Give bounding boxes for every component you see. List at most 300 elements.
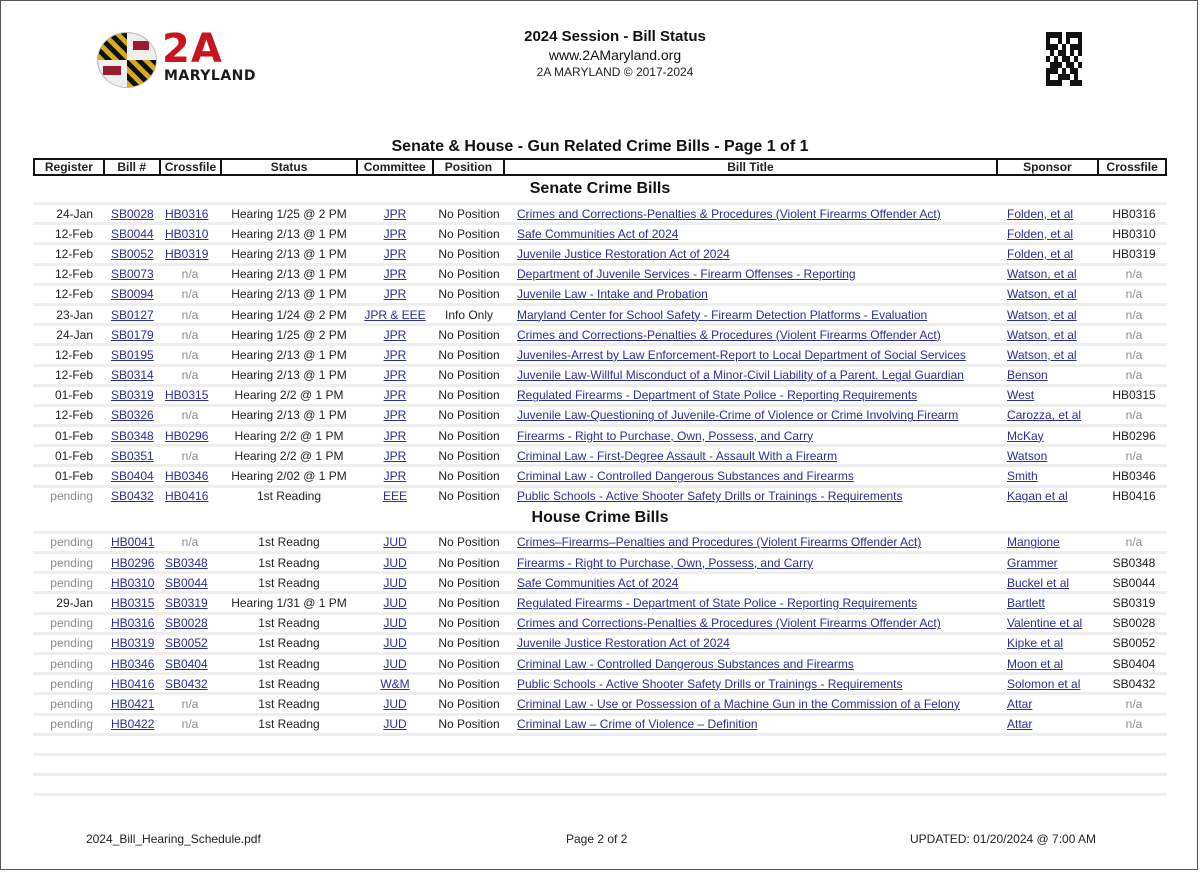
position-value: No Position (438, 636, 500, 651)
committee-cell (357, 535, 433, 549)
committee-link[interactable]: JUD (383, 535, 407, 550)
position-value: No Position (438, 489, 500, 504)
crossfile-link[interactable]: SB0052 (165, 636, 208, 651)
bill-status: Hearing 2/13 @ 1 PM (231, 267, 347, 282)
sponsor-cell (999, 247, 1101, 261)
bill-title-cell (505, 267, 999, 281)
crossfile-link[interactable]: SB0404 (165, 656, 208, 671)
bill-title-link[interactable]: Maryland Center for School Safety - Firearm Detection Platforms - Evaluation (517, 307, 928, 322)
committee-link[interactable]: JUD (383, 575, 407, 590)
crossfile-link[interactable]: SB0044 (165, 575, 208, 590)
committee-cell (357, 576, 433, 590)
committee-cell (357, 368, 433, 382)
position-value: No Position (438, 347, 500, 362)
bill-number-link[interactable]: SB0404 (111, 469, 154, 484)
position-value: No Position (438, 575, 500, 590)
crossfile-2-value: n/a (1125, 307, 1143, 322)
committee-link[interactable]: JUD (383, 616, 407, 631)
sponsor-link[interactable]: Folden, et al (1007, 246, 1074, 261)
bill-title-cell (505, 657, 999, 671)
bill-status: Hearing 2/2 @ 1 PM (234, 388, 344, 403)
register-date: pending (50, 717, 93, 732)
sponsor-cell (999, 556, 1101, 570)
bill-title-link[interactable]: Juveniles-Arrest by Law Enforcement-Report to Local Department of Social Services (517, 347, 966, 362)
bill-number-link[interactable]: SB0319 (111, 388, 154, 403)
bill-title-link[interactable]: Crimes–Firearms–Penalties and Procedures (Violent Firearms Offender Act) (517, 535, 922, 550)
crossfile-2-value: HB0346 (1112, 469, 1156, 484)
crossfile-cell (159, 556, 221, 570)
committee-cell (357, 489, 433, 503)
bill-title-link[interactable]: Safe Communities Act of 2024 (517, 226, 679, 241)
bill-title-link[interactable]: Crimes and Corrections-Penalties & Procedures (Violent Firearms Offender Act) (517, 327, 941, 342)
bill-title-link[interactable]: Crimes and Corrections-Penalties & Procedures (Violent Firearms Offender Act) (517, 206, 941, 221)
crossfile-link[interactable]: SB0432 (165, 676, 208, 691)
bill-status: Hearing 1/24 @ 2 PM (231, 307, 347, 322)
bill-title-link[interactable]: Criminal Law - Controlled Dangerous Substances and Firearms (517, 469, 854, 484)
table-row (33, 364, 1167, 384)
crossfile-2-value: HB0316 (1112, 206, 1156, 221)
position-value: No Position (438, 226, 500, 241)
sponsor-link[interactable]: Folden, et al (1007, 226, 1074, 241)
committee-link[interactable]: JUD (383, 696, 407, 711)
column-header-position: Position (434, 160, 506, 174)
bill-number-cell (103, 388, 159, 402)
committee-cell (357, 348, 433, 362)
bill-title-link[interactable]: Safe Communities Act of 2024 (517, 575, 679, 590)
bill-number-link[interactable]: HB0310 (111, 575, 155, 590)
table-row (33, 424, 1167, 444)
register-date: 29-Jan (56, 595, 93, 610)
committee-cell (357, 308, 433, 322)
register-date: 01-Feb (54, 388, 93, 403)
crossfile-value: n/a (181, 347, 199, 362)
bill-title-cell (505, 328, 999, 342)
sponsor-link[interactable]: Benson (1007, 368, 1048, 383)
footer-page-number: Page 2 of 2 (566, 832, 628, 846)
committee-cell (357, 227, 433, 241)
table-row (33, 444, 1167, 464)
bill-title-link[interactable]: Juvenile Justice Restoration Act of 2024 (517, 246, 730, 261)
qr-code-icon (1046, 32, 1084, 88)
bill-status: Hearing 1/31 @ 1 PM (231, 595, 347, 610)
bill-status: 1st Readng (258, 696, 320, 711)
committee-link[interactable]: JPR (383, 469, 407, 484)
position-value: No Position (438, 535, 500, 550)
bill-title-link[interactable]: Department of Juvenile Services - Firearm Offenses - Reporting (517, 267, 856, 282)
committee-link[interactable]: EEE (382, 489, 407, 504)
bill-status: Hearing 1/25 @ 2 PM (231, 206, 347, 221)
register-date: 01-Feb (54, 428, 93, 443)
crossfile-link[interactable]: HB0310 (165, 226, 209, 241)
bill-title-cell (505, 535, 999, 549)
bill-title-link[interactable]: Criminal Law – Crime of Violence – Definition (517, 717, 758, 732)
bill-number-link[interactable]: SB0326 (111, 408, 154, 423)
crossfile-link[interactable]: SB0028 (165, 616, 208, 631)
logo-text-maryland: MARYLAND (164, 68, 257, 84)
committee-cell (357, 408, 433, 422)
sponsor-link[interactable]: Watson, et al (1007, 287, 1077, 302)
committee-cell (357, 247, 433, 261)
bill-title-link[interactable]: Juvenile Law-Willful Misconduct of a Minor-Civil Liability of a Parent, Legal Guardian (517, 368, 964, 383)
empty-table-row (33, 733, 1167, 753)
bill-status: 1st Readng (258, 616, 320, 631)
table-row (33, 551, 1167, 571)
crossfile-cell (159, 576, 221, 590)
crossfile-2-value: SB0028 (1112, 616, 1156, 631)
bill-title-cell (505, 348, 999, 362)
register-date: 12-Feb (54, 368, 93, 383)
bill-number-link[interactable]: HB0416 (111, 676, 155, 691)
crossfile-cell (159, 636, 221, 650)
sponsor-cell (999, 596, 1101, 610)
position-value: No Position (438, 676, 500, 691)
crossfile-2-value: n/a (1125, 717, 1143, 732)
bill-title-cell (505, 287, 999, 301)
bill-number-link[interactable]: SB0348 (111, 428, 154, 443)
table-body (33, 176, 1167, 813)
sponsor-link[interactable]: Watson, et al (1007, 307, 1077, 322)
crossfile-2-value: HB0315 (1112, 388, 1156, 403)
bill-title-cell (505, 227, 999, 241)
bill-number-cell (103, 348, 159, 362)
committee-link[interactable]: JPR (383, 448, 407, 463)
bill-number-link[interactable]: SB0052 (111, 246, 154, 261)
committee-cell (357, 328, 433, 342)
sponsor-cell (999, 535, 1101, 549)
bill-title-link[interactable]: Regulated Firearms - Department of State Police - Reporting Requirements (517, 595, 918, 610)
sponsor-link[interactable]: Kipke et al (1007, 636, 1064, 651)
crossfile-cell (159, 247, 221, 261)
column-header-crossfile-2: Crossfile (1106, 160, 1158, 174)
bill-number-link[interactable]: HB0422 (111, 717, 155, 732)
committee-link[interactable]: JPR (383, 327, 407, 342)
register-date: 23-Jan (56, 307, 93, 322)
sponsor-cell (999, 308, 1101, 322)
crossfile-cell (159, 388, 221, 402)
bill-number-cell (103, 328, 159, 342)
committee-link[interactable]: JPR (383, 246, 407, 261)
bill-number-cell (103, 697, 159, 711)
crossfile-cell (159, 429, 221, 443)
committee-link[interactable]: JPR (383, 347, 407, 362)
position-value: No Position (438, 595, 500, 610)
bill-number-link[interactable]: HB0421 (111, 696, 155, 711)
bill-title-cell (505, 596, 999, 610)
crossfile-2-value: HB0296 (1112, 428, 1156, 443)
crossfile-2-value: SB0348 (1112, 555, 1156, 570)
committee-link[interactable]: JPR (383, 206, 407, 221)
register-date: 12-Feb (54, 347, 93, 362)
crossfile-value: n/a (181, 535, 199, 550)
crossfile-cell (159, 616, 221, 630)
committee-link[interactable]: JPR (383, 368, 407, 383)
bill-number-link[interactable]: SB0432 (111, 489, 154, 504)
crossfile-value: n/a (181, 696, 199, 711)
register-date: pending (50, 489, 93, 504)
bill-title-cell (505, 449, 999, 463)
sponsor-link[interactable]: Watson, et al (1007, 267, 1077, 282)
position-value: No Position (438, 388, 500, 403)
bill-number-cell (103, 677, 159, 691)
table-row (33, 222, 1167, 242)
bill-title-link[interactable]: Firearms - Right to Purchase, Own, Possess, and Carry (517, 555, 814, 570)
bill-number-link[interactable]: HB0315 (111, 595, 155, 610)
table-row (33, 485, 1167, 505)
table-row (33, 283, 1167, 303)
sponsor-link[interactable]: Moon et al (1007, 656, 1064, 671)
sponsor-link[interactable]: Attar (1007, 696, 1033, 711)
bill-status: 1st Readng (258, 555, 320, 570)
table-row (33, 384, 1167, 404)
sponsor-link[interactable]: Solomon et al (1007, 676, 1081, 691)
position-value: No Position (438, 696, 500, 711)
committee-cell (357, 677, 433, 691)
bill-title-link[interactable]: Juvenile Justice Restoration Act of 2024 (517, 636, 730, 651)
sponsor-cell (999, 328, 1101, 342)
sponsor-link[interactable]: West (1007, 388, 1035, 403)
position-value: No Position (438, 246, 500, 261)
committee-cell (357, 469, 433, 483)
footer-updated-timestamp: UPDATED: 01/20/2024 @ 7:00 AM (910, 832, 1097, 846)
sponsor-link[interactable]: Bartlett (1007, 595, 1046, 610)
bill-title-cell (505, 677, 999, 691)
bill-number-cell (103, 449, 159, 463)
bill-number-link[interactable]: SB0351 (111, 448, 154, 463)
table-row (33, 612, 1167, 632)
bill-number-link[interactable]: HB0316 (111, 616, 155, 631)
sponsor-link[interactable]: Watson (1007, 448, 1048, 463)
sponsor-link[interactable]: Folden, et al (1007, 206, 1074, 221)
crossfile-2-value: n/a (1125, 696, 1143, 711)
register-date: 01-Feb (54, 448, 93, 463)
crossfile-2-value: n/a (1125, 368, 1143, 383)
position-value: No Position (438, 717, 500, 732)
committee-link[interactable]: JPR (383, 226, 407, 241)
committee-cell (357, 267, 433, 281)
sponsor-cell (999, 267, 1101, 281)
bill-number-cell (103, 616, 159, 630)
bill-number-link[interactable]: HB0296 (111, 555, 155, 570)
bill-number-link[interactable]: SB0195 (111, 347, 154, 362)
sponsor-cell (999, 287, 1101, 301)
bill-title-cell (505, 308, 999, 322)
bill-title-link[interactable]: Regulated Firearms - Department of State Police - Reporting Requirements (517, 388, 918, 403)
crossfile-link[interactable]: HB0315 (165, 388, 209, 403)
committee-link[interactable]: JPR (383, 388, 407, 403)
position-value: No Position (438, 555, 500, 570)
bill-status: Hearing 2/13 @ 1 PM (231, 408, 347, 423)
crossfile-2-value: n/a (1125, 448, 1143, 463)
crossfile-link[interactable]: HB0416 (165, 489, 209, 504)
bill-number-link[interactable]: SB0073 (111, 267, 154, 282)
sponsor-cell (999, 636, 1101, 650)
bill-title-link[interactable]: Criminal Law - Use or Possession of a Machine Gun in the Commission of a Felony (517, 696, 960, 711)
bill-title-link[interactable]: Juvenile Law-Questioning of Juvenile-Crime of Violence or Crime Involving Firearm (517, 408, 959, 423)
crossfile-link[interactable]: HB0346 (165, 469, 209, 484)
crossfile-value: n/a (181, 327, 199, 342)
committee-link[interactable]: JUD (383, 555, 407, 570)
2a-maryland-logo (96, 26, 266, 88)
bill-number-cell (103, 368, 159, 382)
table-row (33, 202, 1167, 222)
bill-title-cell (505, 697, 999, 711)
crossfile-link[interactable]: HB0296 (165, 428, 209, 443)
bill-number-cell (103, 489, 159, 503)
maryland-flag-seal-icon (98, 33, 156, 87)
bill-status: 1st Readng (258, 676, 320, 691)
crossfile-2-value: HB0319 (1112, 246, 1156, 261)
bill-title-link[interactable]: Juvenile Law - Intake and Probation (517, 287, 708, 302)
report-title: Senate & House - Gun Related Crime Bills - Page 1 of 1 (391, 138, 809, 155)
crossfile-2-value: n/a (1125, 327, 1143, 342)
position-value: No Position (438, 206, 500, 221)
crossfile-2-value: SB0432 (1112, 676, 1156, 691)
register-date: 24-Jan (56, 206, 93, 221)
committee-cell (357, 287, 433, 301)
column-header-status: Status (222, 160, 358, 174)
position-value: No Position (438, 287, 500, 302)
bill-number-link[interactable]: HB0041 (111, 535, 155, 550)
crossfile-2-value: HB0416 (1112, 489, 1156, 504)
committee-link[interactable]: JPR (383, 267, 407, 282)
bills-table (33, 158, 1167, 813)
bill-number-cell (103, 429, 159, 443)
sponsor-link[interactable]: Kagan et al (1007, 489, 1068, 504)
crossfile-2-value: SB0052 (1112, 636, 1156, 651)
table-row (33, 632, 1167, 652)
sponsor-cell (999, 657, 1101, 671)
bill-status: Hearing 2/13 @ 1 PM (231, 246, 347, 261)
bill-number-link[interactable]: SB0044 (111, 226, 154, 241)
committee-link[interactable]: JUD (383, 636, 407, 651)
position-value: No Position (438, 368, 500, 383)
bill-number-link[interactable]: SB0094 (111, 287, 154, 302)
table-row (33, 303, 1167, 323)
bill-number-cell (103, 657, 159, 671)
table-row (33, 263, 1167, 283)
sponsor-link[interactable]: Valentine et al (1007, 616, 1083, 631)
sponsor-link[interactable]: Attar (1007, 717, 1033, 732)
bill-title-link[interactable]: Public Schools - Active Shooter Safety Drills or Trainings - Requirements (517, 676, 903, 691)
bill-status: 1st Reading (256, 489, 322, 504)
bill-title-cell (505, 408, 999, 422)
bill-title-link[interactable]: Criminal Law - First-Degree Assault - Assault With a Firearm (517, 448, 838, 463)
register-date: 12-Feb (54, 287, 93, 302)
sponsor-link[interactable]: Carozza, et al (1007, 408, 1082, 423)
bill-status: Hearing 2/13 @ 1 PM (231, 347, 347, 362)
bill-status: Hearing 2/13 @ 1 PM (231, 368, 347, 383)
bill-number-cell (103, 535, 159, 549)
position-value: No Position (438, 469, 500, 484)
committee-link[interactable]: JPR (383, 287, 407, 302)
table-row (33, 652, 1167, 672)
crossfile-value: n/a (181, 307, 199, 322)
bill-number-cell (103, 267, 159, 281)
bill-status: Hearing 2/02 @ 1 PM (231, 469, 347, 484)
register-date: 12-Feb (54, 408, 93, 423)
committee-cell (357, 556, 433, 570)
sponsor-cell (999, 368, 1101, 382)
bill-number-link[interactable]: SB0179 (111, 327, 154, 342)
committee-link[interactable]: JPR & EEE (364, 307, 426, 322)
sponsor-link[interactable]: Grammer (1007, 555, 1058, 570)
sponsor-cell (999, 408, 1101, 422)
bill-number-link[interactable]: SB0028 (111, 206, 154, 221)
bill-title-link[interactable]: Firearms - Right to Purchase, Own, Possess, and Carry (517, 428, 814, 443)
bill-number-link[interactable]: HB0346 (111, 656, 155, 671)
committee-cell (357, 717, 433, 731)
section-title: Senate Crime Bills (529, 180, 671, 197)
crossfile-link[interactable]: HB0316 (165, 206, 209, 221)
crossfile-link[interactable]: SB0319 (165, 595, 208, 610)
bill-number-link[interactable]: SB0314 (111, 368, 154, 383)
sponsor-link[interactable]: Mangione (1007, 535, 1060, 550)
committee-link[interactable]: W&M (380, 676, 410, 691)
register-date: 12-Feb (54, 226, 93, 241)
bill-number-cell (103, 556, 159, 570)
crossfile-value: n/a (181, 408, 199, 423)
committee-link[interactable]: JUD (383, 595, 407, 610)
table-row (33, 571, 1167, 591)
bill-number-link[interactable]: SB0127 (111, 307, 154, 322)
bill-number-cell (103, 576, 159, 590)
crossfile-link[interactable]: SB0348 (165, 555, 208, 570)
column-header-crossfile: Crossfile (161, 160, 223, 174)
bill-title-link[interactable]: Public Schools - Active Shooter Safety Drills or Trainings - Requirements (517, 489, 903, 504)
column-header-committee: Committee (358, 160, 434, 174)
table-row (33, 531, 1167, 551)
bill-number-link[interactable]: HB0319 (111, 636, 155, 651)
position-value: Info Only (444, 307, 494, 322)
bill-number-cell (103, 717, 159, 731)
sponsor-link[interactable]: McKay (1007, 428, 1044, 443)
table-row (33, 323, 1167, 343)
position-value: No Position (438, 448, 500, 463)
register-date: pending (50, 676, 93, 691)
committee-link[interactable]: JPR (383, 408, 407, 423)
crossfile-cell (159, 596, 221, 610)
table-row (33, 343, 1167, 363)
crossfile-link[interactable]: HB0319 (165, 246, 209, 261)
position-value: No Position (438, 267, 500, 282)
register-date: pending (50, 535, 93, 550)
document-title: 2024 Session - Bill Status (524, 28, 706, 45)
sponsor-link[interactable]: Watson, et al (1007, 327, 1077, 342)
crossfile-cell (159, 227, 221, 241)
sponsor-cell (999, 697, 1101, 711)
footer-filename: 2024_Bill_Hearing_Schedule.pdf (86, 832, 261, 846)
register-date: 12-Feb (54, 246, 93, 261)
committee-cell (357, 207, 433, 221)
sponsor-link[interactable]: Buckel et al (1007, 575, 1070, 590)
sponsor-link[interactable]: Smith (1007, 469, 1038, 484)
sponsor-link[interactable]: Watson, et al (1007, 347, 1077, 362)
committee-link[interactable]: JUD (383, 656, 407, 671)
committee-link[interactable]: JPR (383, 428, 407, 443)
committee-cell (357, 697, 433, 711)
register-date: pending (50, 616, 93, 631)
register-date: 12-Feb (54, 267, 93, 282)
committee-link[interactable]: JUD (383, 717, 407, 732)
sponsor-cell (999, 576, 1101, 590)
table-row (33, 713, 1167, 733)
bill-number-cell (103, 227, 159, 241)
bill-title-link[interactable]: Crimes and Corrections-Penalties & Procedures (Violent Firearms Offender Act) (517, 616, 941, 631)
bill-title-link[interactable]: Criminal Law - Controlled Dangerous Substances and Firearms (517, 656, 854, 671)
bill-title-cell (505, 717, 999, 731)
bill-title-cell (505, 616, 999, 630)
bill-status: 1st Readng (258, 535, 320, 550)
